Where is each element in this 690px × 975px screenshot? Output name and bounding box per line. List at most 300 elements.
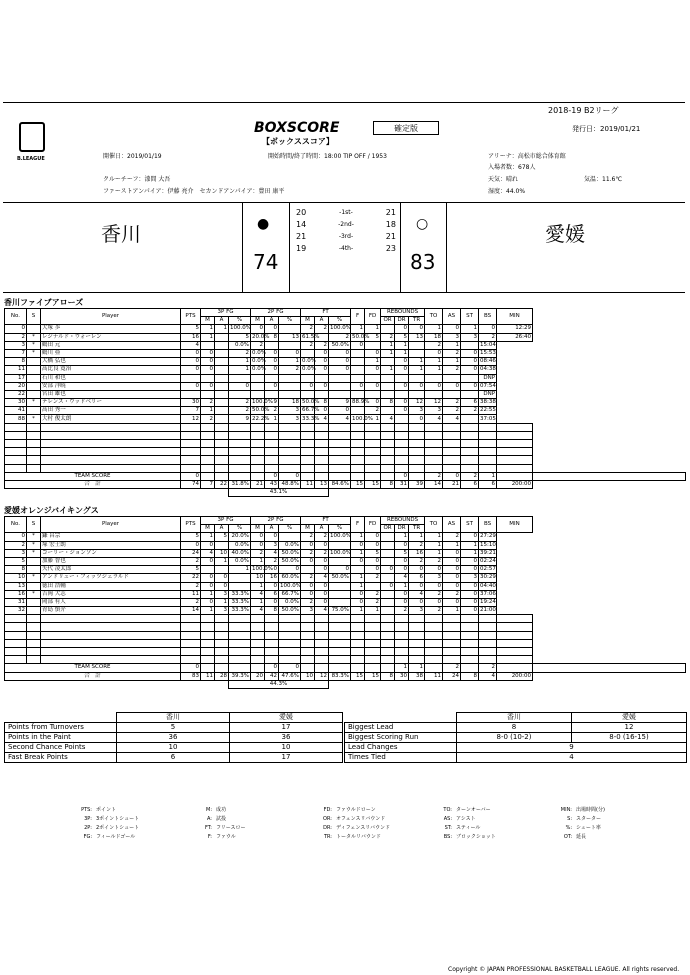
empty-cell: [181, 464, 201, 472]
empty-cell: [229, 431, 251, 439]
stat-cell: [27, 557, 41, 565]
empty-cell: [409, 464, 425, 472]
summary-label: Points from Turnovers: [5, 723, 117, 733]
stat-cell: 0: [409, 382, 425, 390]
empty-cell: [301, 464, 315, 472]
empty-cell: [315, 615, 329, 623]
summary-label: Second Chance Points: [5, 743, 117, 753]
home-result-mark: ●: [257, 216, 270, 232]
stat-cell: 0: [251, 325, 265, 333]
stat-cell: [381, 533, 395, 541]
stat-cell: [27, 366, 41, 374]
stat-cell: 2: [265, 557, 279, 565]
legend-item: [304, 816, 424, 822]
team-score-row: [5, 664, 686, 672]
stat-cell: 0: [461, 366, 479, 374]
empty-cell: [301, 631, 315, 639]
stat-cell: 0: [443, 472, 461, 480]
stat-cell: 17: [5, 374, 27, 382]
stat-cell: [425, 374, 443, 382]
empty-row: [5, 656, 686, 664]
player-row: [5, 582, 686, 590]
empty-cell: [365, 423, 381, 431]
empty-cell: [279, 639, 301, 647]
empty-cell: [315, 639, 329, 647]
stat-cell: [381, 557, 395, 565]
weather: 天気：晴れ: [488, 176, 519, 183]
empty-cell: [41, 615, 181, 623]
stat-cell: 2: [201, 399, 215, 407]
empty-cell: [351, 464, 365, 472]
stat-cell: 0: [279, 472, 301, 480]
legend-value: 延長: [576, 834, 587, 840]
stat-cell: 66.7%: [279, 590, 301, 598]
col-to-header: TO: [425, 517, 443, 533]
stat-cell: 15: [351, 672, 365, 680]
stat-cell: 0: [265, 664, 279, 672]
stat-cell: 50.0%: [279, 557, 301, 565]
stat-cell: 22: [215, 480, 229, 488]
empty-cell: [409, 615, 425, 623]
stat-cell: 1: [409, 358, 425, 366]
empty-cell: [27, 464, 41, 472]
stat-cell: 0: [461, 590, 479, 598]
empty-cell: [5, 631, 27, 639]
stat-cell: [229, 582, 251, 590]
stat-cell: 2: [443, 664, 461, 672]
stat-cell: 0: [265, 582, 279, 590]
stat-cell: 21: [251, 480, 265, 488]
col-pct-header: %: [329, 317, 351, 325]
stat-cell: 88.9%: [352, 399, 370, 406]
stat-cell: 11: [425, 672, 443, 680]
empty-cell: [215, 656, 229, 664]
col-a-header: A: [265, 525, 279, 533]
stat-cell: 0: [461, 582, 479, 590]
empty-cell: [497, 448, 533, 456]
stat-cell: 75.0%: [329, 607, 351, 615]
stat-cell: 0: [301, 557, 315, 565]
summary-value: 8-0 (16-15): [572, 733, 687, 743]
empty-cell: [279, 448, 301, 456]
stat-cell: [329, 664, 351, 672]
stat-cell: 0: [265, 382, 279, 390]
empty-cell: [5, 423, 27, 431]
stat-cell: 2: [315, 325, 329, 333]
empty-cell: [497, 423, 533, 431]
stat-cell: 04:40: [480, 582, 496, 589]
stat-cell: 100.0%: [352, 415, 374, 422]
empty-cell: [497, 456, 533, 464]
player-row: [5, 366, 686, 374]
empty-cell: [279, 615, 301, 623]
empty-cell: [395, 448, 409, 456]
stat-cell: 38: [409, 672, 425, 680]
stat-cell: [381, 390, 395, 398]
stat-cell: 0: [265, 533, 279, 541]
player-name: 青島 慎介: [41, 607, 181, 615]
empty-cell: [201, 440, 215, 448]
legend-value: ディフェンスリバウンド: [336, 825, 391, 831]
stat-cell: 0.0%: [279, 541, 301, 549]
stat-cell: 84.6%: [329, 480, 351, 488]
empty-cell: [479, 423, 497, 431]
empty-cell: [461, 615, 479, 623]
player-name: 高田 秀一: [41, 407, 181, 415]
col-pts-header: PTS: [181, 309, 201, 325]
empty-cell: [251, 656, 265, 664]
empty-cell: [315, 456, 329, 464]
stat-cell: [409, 374, 425, 382]
empty-cell: [365, 456, 381, 464]
stat-cell: 0: [201, 557, 215, 565]
empty-cell: [215, 431, 229, 439]
stat-cell: 1: [229, 358, 251, 366]
stat-cell: 0: [395, 541, 409, 549]
stat-cell: 1: [425, 366, 443, 374]
player-row: [5, 533, 686, 541]
stat-cell: 30: [395, 672, 409, 680]
empty-cell: [461, 464, 479, 472]
col-min-header: MIN: [497, 517, 533, 533]
empty-cell: [279, 464, 301, 472]
empty-cell: [41, 448, 181, 456]
stat-cell: [279, 341, 301, 349]
stat-cell: 2: [425, 472, 443, 480]
umpires: ファーストアンパイア：伊藤 亮介 セカンドアンパイア：豊田 康平: [103, 188, 285, 195]
empty-cell: [381, 464, 395, 472]
stat-cell: 2: [5, 541, 27, 549]
stat-cell: 13: [315, 480, 329, 488]
stat-cell: 0: [365, 366, 381, 374]
stat-cell: 0: [395, 557, 409, 565]
stat-cell: [461, 374, 479, 382]
legend-key: 2P:: [84, 825, 92, 831]
stat-cell: *: [27, 549, 41, 557]
empty-cell: [479, 448, 497, 456]
legend-item: [424, 816, 544, 822]
empty-cell: [365, 623, 381, 631]
empty-cell: [443, 639, 461, 647]
empty-cell: [329, 423, 351, 431]
empty-cell: [251, 631, 265, 639]
stat-cell: 5: [229, 333, 251, 341]
stat-cell: 200:00: [497, 672, 533, 680]
summary-value: 6: [117, 753, 230, 763]
empty-cell: [479, 464, 497, 472]
stat-cell: 24: [181, 549, 201, 557]
stat-cell: 19:24: [480, 598, 496, 605]
empty-cell: [279, 631, 301, 639]
player-row: [5, 390, 686, 398]
page-subtitle: 【ボックススコア】: [262, 137, 334, 146]
empty-cell: [351, 648, 365, 656]
empty-cell: [315, 431, 329, 439]
col-3pfg-header: 3P FG: [201, 517, 251, 525]
stat-cell: 0: [201, 349, 215, 357]
col-a-header: A: [265, 317, 279, 325]
legend-key: ST:: [444, 825, 452, 831]
stat-cell: 10: [5, 574, 27, 582]
empty-cell: [409, 623, 425, 631]
stat-cell: 2: [229, 349, 251, 357]
stat-cell: 2: [315, 549, 329, 557]
legend-key: AS:: [443, 816, 452, 822]
stat-cell: 1: [425, 533, 443, 541]
stat-cell: [215, 374, 229, 382]
stat-cell: *: [27, 574, 41, 582]
player-row: [5, 358, 686, 366]
empty-cell: [301, 656, 315, 664]
empty-cell: [201, 639, 215, 647]
empty-cell: [497, 656, 533, 664]
player-name: 徳田 浩輔: [41, 582, 181, 590]
stat-cell: *: [27, 533, 41, 541]
empty-cell: [365, 448, 381, 456]
stat-cell: [381, 549, 395, 557]
legend-value: ターンオーバー: [456, 807, 491, 813]
empty-cell: [365, 431, 381, 439]
empty-cell: [425, 623, 443, 631]
stat-cell: 8: [381, 672, 395, 680]
col-2pfg-header: 2P FG: [251, 309, 301, 317]
stat-cell: 2: [181, 582, 201, 590]
stat-cell: [279, 533, 301, 541]
header-box: [3, 102, 685, 198]
stat-cell: 16: [409, 549, 425, 557]
stat-cell: [351, 664, 365, 672]
stat-cell: 0: [279, 349, 301, 357]
empty-cell: [409, 448, 425, 456]
stat-cell: 3: [215, 590, 229, 598]
col-f-header: F: [351, 309, 365, 325]
legend-item: [64, 816, 184, 822]
stat-cell: 60.0%: [279, 574, 301, 582]
col-no-header: No.: [5, 309, 27, 325]
empty-cell: [301, 648, 315, 656]
player-name: 鎌 昌宗: [41, 533, 181, 541]
empty-cell: [215, 615, 229, 623]
stat-cell: 0: [181, 358, 201, 366]
stat-cell: 0: [395, 407, 409, 415]
player-row: [5, 598, 686, 606]
stat-cell: *: [27, 541, 41, 549]
stat-cell: 1: [279, 358, 301, 366]
empty-cell: [181, 431, 201, 439]
stat-cell: 0: [395, 366, 409, 374]
stat-cell: 3: [265, 541, 279, 549]
stat-cell: 0: [365, 349, 381, 357]
stat-cell: [533, 664, 686, 672]
stat-cell: 1: [395, 341, 409, 349]
stat-cell: 3: [461, 333, 479, 341]
empty-cell: [265, 431, 279, 439]
stat-cell: 2: [395, 607, 409, 615]
stat-cell: 0: [365, 557, 381, 565]
stat-cell: 15:53: [480, 350, 496, 357]
stat-cell: 2: [443, 366, 461, 374]
empty-cell: [301, 639, 315, 647]
player-row: [5, 541, 686, 549]
stat-cell: 0: [315, 590, 329, 598]
empty-cell: [395, 464, 409, 472]
empty-cell: [479, 431, 497, 439]
stat-cell: 50.0%: [329, 574, 351, 582]
stat-cell: [215, 566, 229, 574]
stat-cell: 3: [301, 607, 315, 615]
legend-value: スターター: [576, 816, 602, 822]
empty-cell: [27, 639, 41, 647]
empty-cell: [351, 656, 365, 664]
empty-cell: [215, 456, 229, 464]
legend-item: [64, 825, 184, 831]
stat-cell: [381, 607, 395, 615]
stat-cell: *: [27, 590, 41, 598]
col-player-header: Player: [41, 309, 181, 325]
empty-cell: [329, 623, 351, 631]
stat-cell: 04:38: [480, 366, 496, 373]
empty-cell: [497, 639, 533, 647]
col-m-header: M: [201, 317, 215, 325]
stat-cell: 0: [181, 472, 201, 480]
empty-cell: [461, 440, 479, 448]
legend-key: FG:: [83, 834, 92, 840]
stat-cell: 1: [443, 341, 461, 349]
empty-cell: [215, 639, 229, 647]
col-st-header: ST: [461, 309, 479, 325]
stat-cell: 20.0%: [229, 533, 251, 541]
stat-cell: 1: [201, 533, 215, 541]
col-starter-header: S: [27, 309, 41, 325]
legend-value: アシスト: [456, 816, 476, 822]
stat-cell: 15: [365, 672, 381, 680]
col-pct-header: %: [279, 317, 301, 325]
empty-cell: [351, 615, 365, 623]
stat-cell: 0: [301, 541, 315, 549]
empty-cell: [201, 464, 215, 472]
stat-cell: 0: [315, 582, 329, 590]
legend-item: [184, 816, 304, 822]
quarter-row: 21 -3rd- 21: [296, 232, 396, 241]
stat-cell: 2: [301, 549, 315, 557]
empty-cell: [409, 456, 425, 464]
empty-cell: [479, 615, 497, 623]
player-row: [5, 374, 686, 382]
empty-cell: [425, 456, 443, 464]
stat-cell: 2: [251, 549, 265, 557]
stat-cell: [315, 374, 329, 382]
stat-cell: [461, 341, 479, 349]
home-team-name: 香川: [101, 222, 141, 246]
empty-cell: [201, 656, 215, 664]
stat-cell: [201, 374, 215, 382]
empty-cell: [365, 631, 381, 639]
stat-cell: 02:24: [480, 558, 496, 565]
empty-cell: [41, 648, 181, 656]
col-a-header: A: [315, 525, 329, 533]
stat-cell: 0: [215, 582, 229, 590]
legend-value: 2ポイントシュート: [96, 825, 140, 831]
legend-value: 成功: [216, 807, 227, 813]
empty-cell: [265, 615, 279, 623]
stat-cell: 0: [425, 582, 443, 590]
total-label: 合 計: [5, 672, 181, 680]
col-pct-header: %: [229, 317, 251, 325]
empty-cell: [181, 656, 201, 664]
col-a-header: A: [315, 317, 329, 325]
empty-cell: [229, 448, 251, 456]
stat-cell: 0: [301, 582, 315, 590]
stat-cell: 10: [301, 672, 315, 680]
empty-cell: [301, 431, 315, 439]
empty-cell: [181, 448, 201, 456]
stat-cell: 100.0%: [280, 582, 301, 589]
legend-item: [544, 807, 664, 813]
empty-cell: [5, 648, 27, 656]
home-name: 香川: [457, 713, 572, 723]
stat-cell: 2: [251, 341, 265, 349]
stat-cell: [395, 374, 409, 382]
stat-cell: 5: [181, 533, 201, 541]
stat-cell: 2: [381, 333, 395, 341]
stat-cell: 2: [461, 407, 479, 415]
team-score-label: TEAM SCORE: [5, 472, 181, 480]
empty-cell: [229, 648, 251, 656]
stat-cell: 1: [461, 541, 479, 549]
score-divider-1: [242, 202, 243, 293]
empty-cell: [41, 623, 181, 631]
stat-cell: 2: [443, 399, 461, 407]
stat-cell: 0: [5, 533, 27, 541]
stat-cell: 39:21: [480, 549, 496, 556]
empty-cell: [229, 440, 251, 448]
stat-cell: DNP: [479, 374, 497, 382]
stat-cell: 0: [315, 407, 329, 415]
away-boxscore-table: [4, 516, 686, 689]
stat-cell: 0: [301, 590, 315, 598]
stat-cell: 0: [201, 598, 215, 606]
stat-cell: 0: [351, 382, 365, 390]
league-logo: [19, 122, 45, 152]
empty-cell: [301, 615, 315, 623]
stat-cell: 0: [279, 664, 301, 672]
stat-cell: 6: [461, 399, 479, 407]
empty-row: [5, 456, 686, 464]
stat-cell: 2: [181, 557, 201, 565]
stat-cell: 31: [5, 598, 27, 606]
stat-cell: [201, 566, 215, 574]
empty-cell: [381, 440, 395, 448]
empty-cell: [329, 639, 351, 647]
empty-cell: [181, 615, 201, 623]
empty-row: [5, 464, 686, 472]
col-starter-header: S: [27, 517, 41, 533]
stat-cell: 0: [409, 566, 425, 574]
player-name: 宮田 雄也: [41, 390, 181, 398]
summary-label: Fast Break Points: [5, 753, 117, 763]
stat-cell: [461, 415, 479, 423]
game-date: 開催日：2019/01/19: [103, 153, 162, 160]
empty-cell: [479, 631, 497, 639]
empty-cell: [409, 631, 425, 639]
stat-cell: 6: [265, 590, 279, 598]
stat-cell: [27, 598, 41, 606]
stat-cell: 2: [301, 533, 315, 541]
empty-cell: [443, 631, 461, 639]
stat-cell: 22:55: [480, 407, 496, 414]
stat-cell: [329, 390, 351, 398]
empty-cell: [351, 440, 365, 448]
